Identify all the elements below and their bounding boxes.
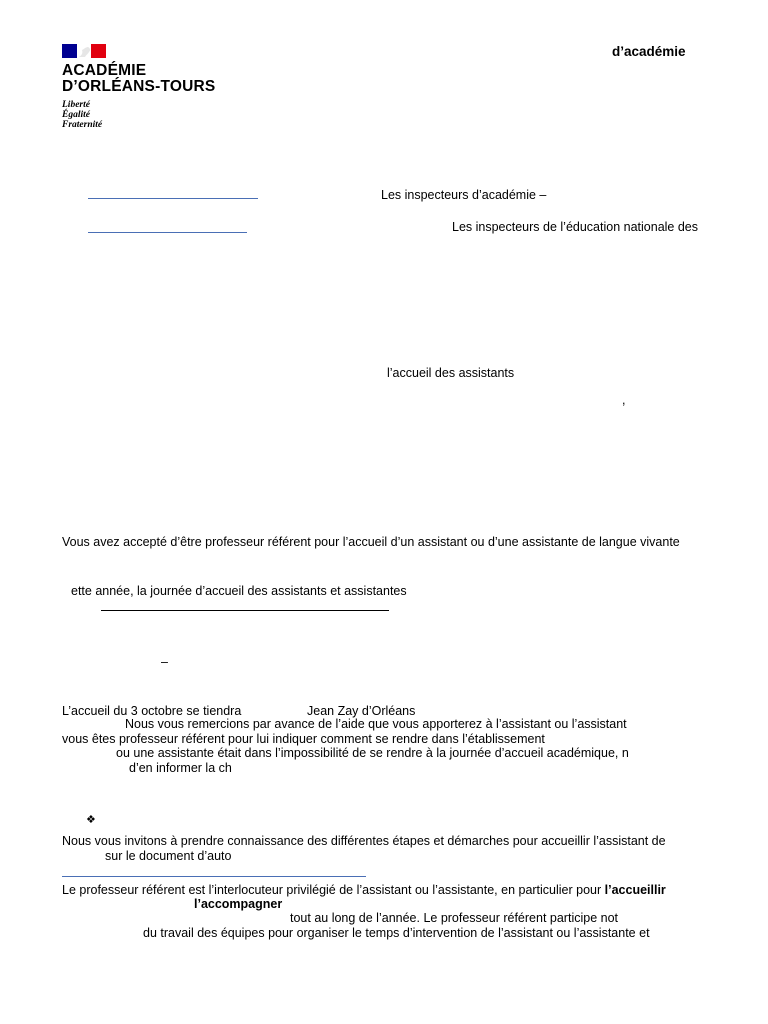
- paragraph-4-line1: Nous vous remercions par avance de l’aide que vous apporterez à l’assistant ou l’assistant: [125, 717, 627, 731]
- paragraph-4-line4: d’en informer la ch: [129, 761, 232, 775]
- header-right-title: d’académie: [612, 44, 686, 59]
- link-underline-3: [62, 876, 366, 877]
- recipient-line-2: Les inspecteurs de l’éducation nationale des: [452, 220, 699, 234]
- paragraph-1: Vous avez accepté d’être professeur référent pour l’accueil d’un assistant ou d’une assistante de langue vivante: [62, 535, 680, 549]
- logo-title-line1: ACADÉMIE: [62, 62, 147, 79]
- paragraph-2: ette année, la journée d’accueil des assistants et assistantes: [71, 584, 407, 598]
- paragraph-6-line3: tout au long de l’année. Le professeur référent participe not: [290, 911, 618, 925]
- paragraph-5-line2: sur le document d’auto: [105, 849, 232, 863]
- subject-line-1: l’accueil des assistants: [387, 366, 515, 380]
- paragraph-3-part1: L’accueil du 3 octobre se tiendra: [62, 704, 242, 718]
- bullet-diamond-icon: ❖: [86, 814, 96, 826]
- subject-line-2: ,: [622, 393, 626, 407]
- paragraph-5-line1: Nous vous invitons à prendre connaissance des différentes étapes et démarches pour accueillir l’assistant de: [62, 834, 666, 848]
- motto-fraternite: Fraternité: [62, 120, 103, 130]
- marianne-profile-icon: [76, 45, 94, 58]
- paragraph-3-part2: Jean Zay d’Orléans: [307, 704, 416, 718]
- logo-title-line2: D’ORLÉANS-TOURS: [62, 78, 216, 95]
- paragraph-6-line4: du travail des équipes pour organiser le temps d’intervention de l’assistant ou l’assistante et: [143, 926, 650, 940]
- link-underline-1: [88, 198, 258, 199]
- paragraph-6-accompagner: l’accompagner: [194, 897, 283, 911]
- link-underline-2: [88, 232, 247, 233]
- motto-liberte: Liberté: [62, 100, 90, 110]
- recipient-line-1: Les inspecteurs d’académie –: [381, 188, 547, 202]
- motto-egalite: Égalité: [62, 110, 90, 120]
- paragraph-4-line2: vous êtes professeur référent pour lui indiquer comment se rendre dans l’établissement: [62, 732, 545, 746]
- republic-flag-logo: [62, 44, 106, 58]
- paragraph-4-line3: ou une assistante était dans l’impossibilité de se rendre à la journée d’accueil académique, n: [116, 746, 629, 760]
- paragraph-6-line1: [62, 883, 666, 898]
- paragraph-6-accueillir: l’accueillir: [604, 883, 666, 897]
- paragraph-2-underline: [101, 610, 389, 611]
- dash-text: –: [161, 655, 168, 669]
- paragraph-6-line1-text: Le professeur référent est l’interlocuteur privilégié de l’assistant ou l’assistante, en particulier pour: [62, 883, 602, 897]
